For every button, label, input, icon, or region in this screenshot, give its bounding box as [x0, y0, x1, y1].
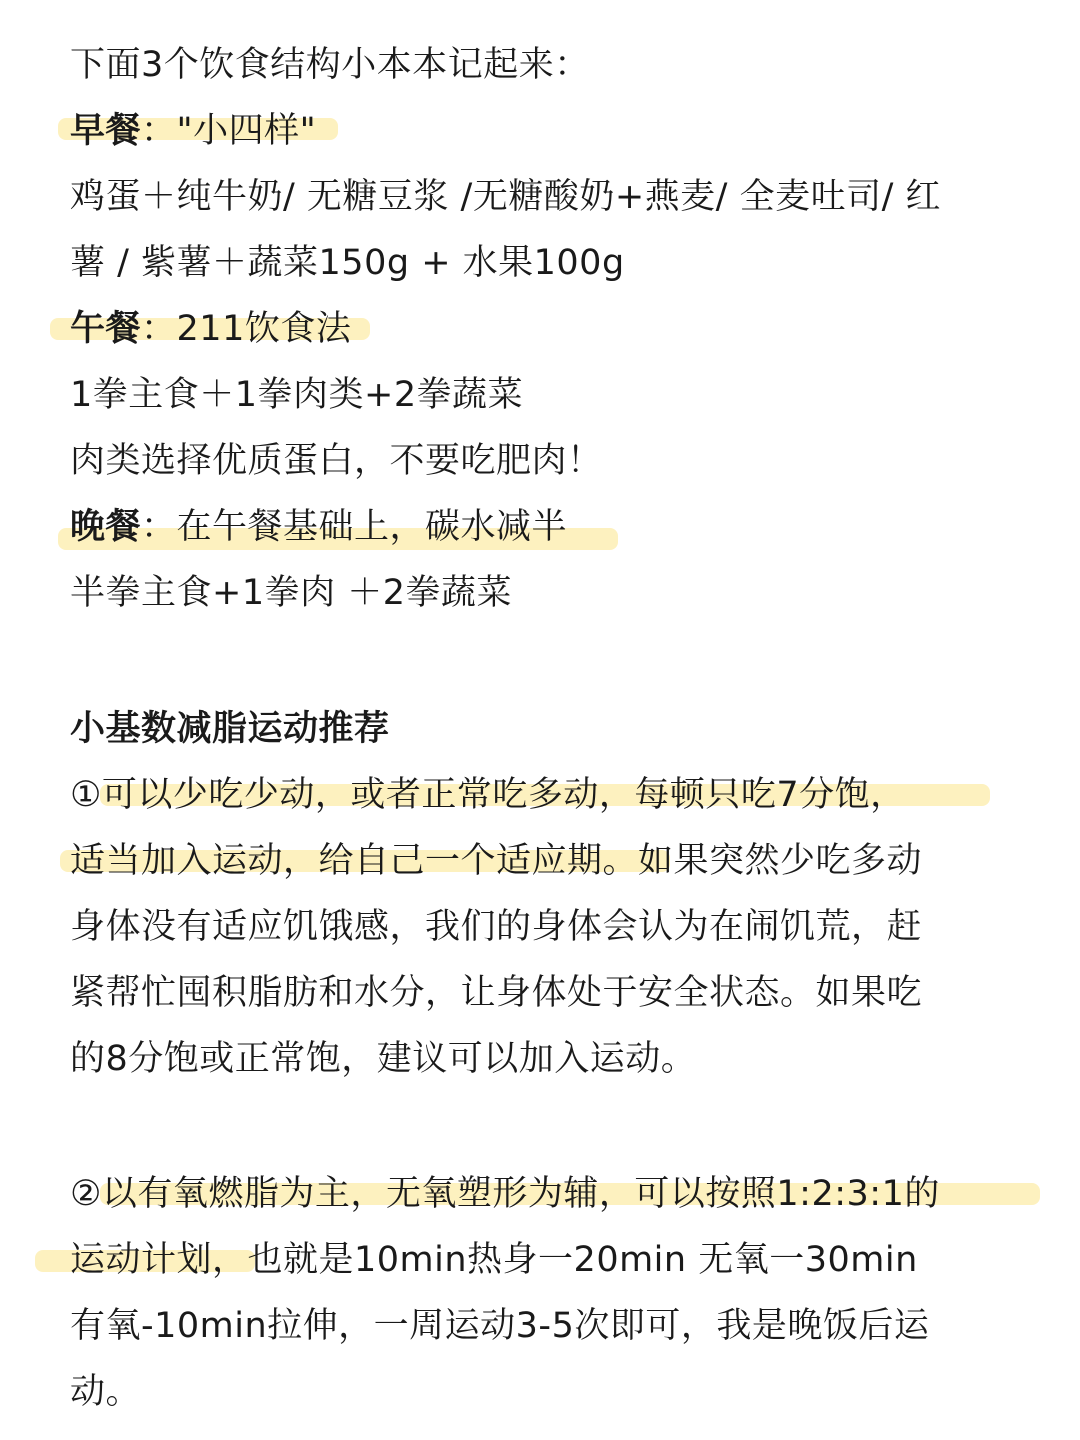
- dinner-label: 晚餐: [70, 507, 142, 547]
- exercise-p2-line-1: ②以有氧燃脂为主，无氧塑形为辅，可以按照1:2:3:1的: [70, 1174, 940, 1214]
- intro-text: 下面3个饮食结构小本本记起来：: [70, 45, 590, 85]
- breakfast-heading: 早餐："小四样": [70, 111, 317, 151]
- exercise-p1-line-5: 的8分饱或正常饱，建议可以加入运动。: [70, 1039, 697, 1079]
- exercise-p1-line-1: ①可以少吃少动，或者正常吃多动，每顿只吃7分饱，: [70, 775, 906, 815]
- breakfast-label: 早餐: [70, 111, 142, 151]
- lunch-heading: 午餐：211饮食法: [70, 309, 352, 349]
- lunch-label: 午餐: [70, 309, 142, 349]
- breakfast-title: "小四样": [176, 111, 317, 151]
- exercise-p1-line-3: 身体没有适应饥饿感，我们的身体会认为在闹饥荒，赶: [70, 907, 923, 947]
- number-circle-1: ①: [70, 775, 102, 815]
- exercise-p2-line-4: 动。: [70, 1372, 142, 1412]
- lunch-line-2: 肉类选择优质蛋白，不要吃肥肉！: [70, 441, 603, 481]
- exercise-p2-line-3: 有氧-10min拉伸，一周运动3-5次即可，我是晚饭后运: [70, 1306, 930, 1346]
- exercise-p1-line-2: 适当加入运动，给自己一个适应期。如果突然少吃多动: [70, 841, 923, 881]
- lunch-line-1: 1拳主食＋1拳肉类+2拳蔬菜: [70, 375, 524, 415]
- exercise-p2-line-2: 运动计划，也就是10min热身一20min 无氧一30min: [70, 1240, 918, 1280]
- lunch-title: 211饮食法: [176, 309, 352, 349]
- exercise-p1-line-4: 紧帮忙囤积脂肪和水分，让身体处于安全状态。如果吃: [70, 973, 923, 1013]
- dinner-heading: 晚餐：在午餐基础上，碳水减半: [70, 507, 568, 547]
- dinner-line-1: 半拳主食+1拳肉 ＋2拳蔬菜: [70, 573, 512, 613]
- exercise-heading: 小基数减脂运动推荐: [70, 709, 390, 749]
- number-circle-2: ②: [70, 1174, 102, 1214]
- breakfast-line-1: 鸡蛋＋纯牛奶/ 无糖豆浆 /无糖酸奶+燕麦/ 全麦吐司/ 红: [70, 177, 941, 217]
- dinner-title: 在午餐基础上，碳水减半: [176, 507, 568, 547]
- breakfast-line-2: 薯 / 紫薯＋蔬菜150g + 水果100g: [70, 243, 625, 283]
